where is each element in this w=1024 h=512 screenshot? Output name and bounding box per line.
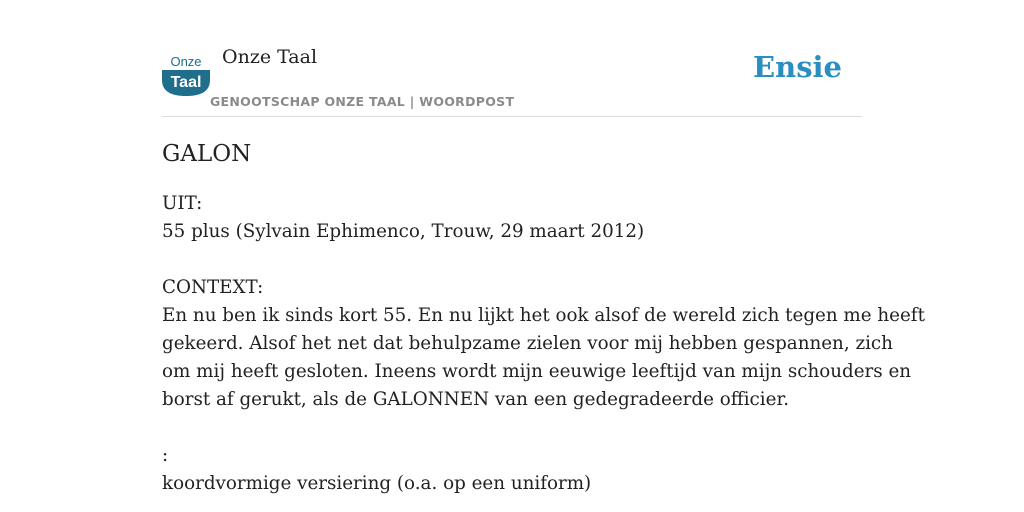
- site-subtitle[interactable]: GENOOTSCHAP ONZE TAAL | WOORDPOST: [210, 94, 515, 109]
- entry-line: om mij heeft gesloten. Ineens wordt mijn eeuwige leeftijd van mijn schouders en: [162, 361, 912, 382]
- entry-line: CONTEXT:: [162, 277, 264, 298]
- entry-line: [162, 414, 872, 442]
- onze-taal-logo[interactable]: [162, 52, 210, 96]
- entry-line: koordvormige versiering (o.a. op een uniform): [162, 473, 592, 494]
- entry-line: :: [162, 445, 169, 466]
- entry-line: [162, 246, 872, 274]
- entry-line: En nu ben ik sinds kort 55. En nu lijkt het ook alsof de wereld zich tegen me heeft: [162, 305, 925, 326]
- logo-text-bottom: Taal: [170, 74, 202, 91]
- entry-body: [162, 190, 925, 498]
- entry-headword: GALON: [162, 141, 252, 167]
- ensie-brand-link[interactable]: Ensie: [753, 50, 842, 84]
- entry-line: borst af gerukt, als de GALONNEN van een gedegradeerde officier.: [162, 389, 790, 410]
- entry-line: 55 plus (Sylvain Ephimenco, Trouw, 29 maart 2012): [162, 221, 645, 242]
- site-name[interactable]: Onze Taal: [222, 46, 318, 68]
- logo-text-top: Onze: [170, 54, 202, 69]
- entry-line: UIT:: [162, 193, 203, 214]
- entry-content: [162, 136, 925, 498]
- entry-line: gekeerd. Alsof het net dat behulpzame zielen voor mij hebben gespannen, zich: [162, 333, 893, 354]
- site-header: [162, 40, 862, 117]
